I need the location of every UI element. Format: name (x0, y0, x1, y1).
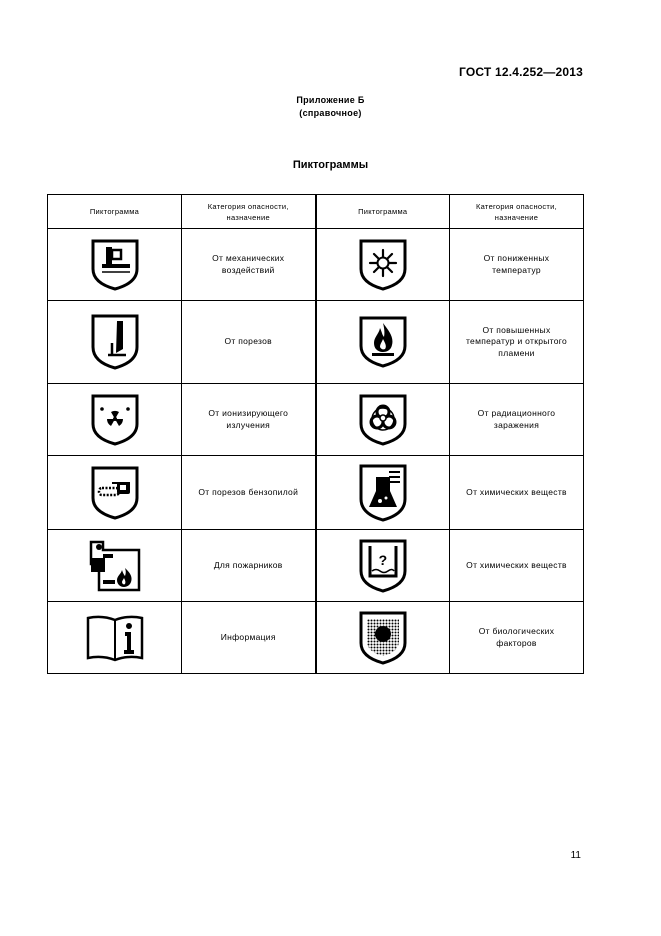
category-cell: От порезов (182, 301, 316, 384)
category-cell: От пониженных температур (450, 229, 584, 301)
pictogram-cell (316, 384, 450, 456)
biological-hazard-icon (358, 610, 408, 666)
category-cell: Информация (182, 602, 316, 674)
category-cell: От химических веществ (450, 530, 584, 602)
table-row (48, 229, 584, 301)
pictogram-cell (48, 301, 182, 384)
page-number: 11 (570, 850, 581, 861)
header-category-right: Категория опасности, назначение (450, 195, 584, 229)
header-category-left: Категория опасности, назначение (182, 195, 316, 229)
appendix-title: Приложение Б (296, 95, 365, 105)
category-cell: От радиационного заражения (450, 384, 584, 456)
table-row (48, 602, 584, 674)
pictogram-cell (48, 602, 182, 674)
category-cell: Для пожарников (182, 530, 316, 602)
pictogram-cell (316, 602, 450, 674)
cut-hazard-icon (90, 313, 140, 371)
mechanical-hazard-icon (90, 238, 140, 292)
cold-hazard-icon (358, 238, 408, 292)
table-row (48, 384, 584, 456)
firefighter-icon (89, 540, 141, 592)
pictogram-cell (48, 530, 182, 602)
category-cell: От химических веществ (450, 456, 584, 530)
pictogram-cell (48, 384, 182, 456)
table-row (48, 301, 584, 384)
category-cell: От механических воздействий (182, 229, 316, 301)
category-cell: От биологических факторов (450, 602, 584, 674)
table-title: Пиктограммы (292, 159, 369, 171)
appendix-subtitle: (справочное) (299, 108, 362, 118)
standard-code: ГОСТ 12.4.252—2013 (458, 65, 583, 79)
pictogram-table (47, 194, 584, 674)
pictogram-cell (48, 229, 182, 301)
header-pictogram-right: Пиктограмма (316, 195, 450, 229)
pictogram-cell (316, 456, 450, 530)
table-row (48, 530, 584, 602)
category-cell: От ионизирующего излучения (182, 384, 316, 456)
category-cell: От порезов бензопилой (182, 456, 316, 530)
appendix-heading (0, 94, 661, 120)
table-header-row (48, 195, 584, 229)
table-row (48, 456, 584, 530)
chemical-unknown-icon (358, 538, 408, 594)
header-pictogram-left: Пиктограмма (48, 195, 182, 229)
heat-flame-icon (358, 315, 408, 369)
pictogram-cell (316, 229, 450, 301)
radioactive-contamination-icon (358, 393, 408, 447)
pictogram-cell (316, 301, 450, 384)
ionizing-radiation-icon (90, 393, 140, 447)
chainsaw-icon (90, 465, 140, 521)
pictogram-cell (316, 530, 450, 602)
svg-text:?: ? (378, 551, 388, 568)
chemical-hazard-icon (358, 463, 408, 523)
information-book-icon (85, 614, 145, 662)
pictogram-cell (48, 456, 182, 530)
category-cell: От повышенных температур и открытого пламени (450, 301, 584, 384)
